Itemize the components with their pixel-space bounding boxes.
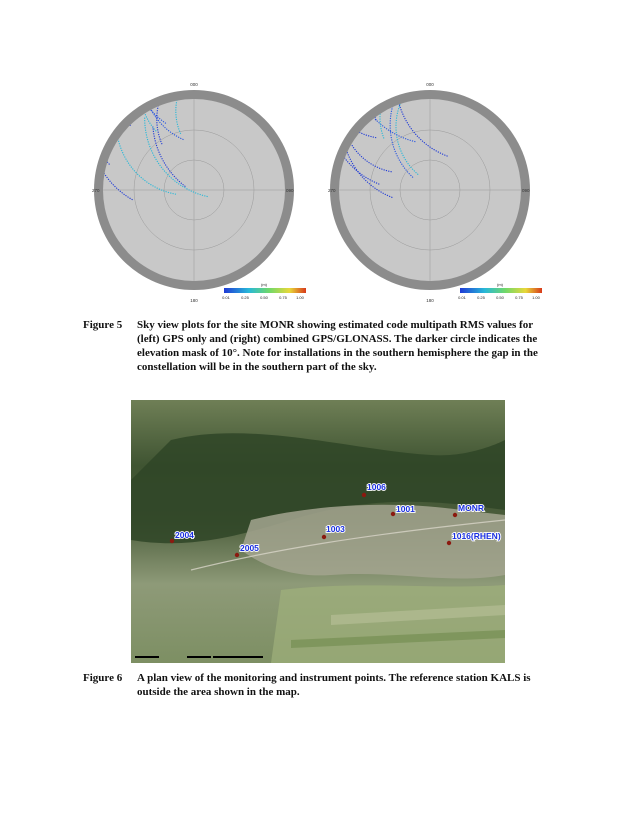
satellite-track: [96, 0, 148, 76]
point-label: MONR: [458, 503, 484, 513]
satellite-track: [349, 0, 436, 44]
satellite-track: [360, 24, 411, 100]
colorbar-gradient: [224, 288, 306, 293]
satellite-track: [134, 43, 215, 58]
sky-plot-gps-svg: [86, 78, 302, 304]
sky-plot-gps-glonass: [322, 78, 538, 304]
colorbar-title: (m): [261, 282, 267, 287]
colorbar-tick: 0.01: [458, 295, 466, 300]
aerial-map-svg: [131, 400, 505, 663]
figure-6-caption: [83, 671, 553, 703]
satellite-track: [127, 26, 193, 95]
south-tick: 180: [426, 298, 434, 303]
satellite-track: [403, 25, 488, 70]
east-tick: 090: [522, 188, 530, 193]
satellite-track: [126, 36, 205, 55]
satellite-track: [98, 30, 116, 112]
colorbar-tick: 0.25: [477, 295, 485, 300]
figure-5-label: Figure 5: [83, 319, 123, 331]
satellite-track: [408, 0, 450, 65]
scale-bar-segment: [135, 656, 159, 658]
satellite-track: [170, 0, 221, 22]
figure-5-text: Sky view plots for the site MONR showing estimated code multipath RMS values for (left) GPS only and (right) combined GPS/GLONASS. The darker circle indicates the elevation mask of 10°. Note for installations in the southern hemisphere the gap in the constellation will be in the southern part of the sky.: [137, 319, 538, 373]
south-tick: 180: [190, 298, 198, 303]
colorbar: [222, 282, 306, 300]
settlement-area: [241, 505, 505, 579]
colorbar: [458, 282, 542, 300]
satellite-track: [353, 12, 446, 30]
aerial-map: [131, 400, 505, 663]
sky-plot-gps: [86, 78, 302, 304]
colorbar-tick: 0.25: [241, 295, 249, 300]
figure-5-caption: [83, 318, 553, 378]
figure-6-label: Figure 6: [83, 672, 123, 684]
satellite-track: [325, 0, 349, 69]
satellite-track: [175, 27, 245, 51]
scale-bar-segment: [187, 656, 211, 658]
point-label: 1003: [326, 524, 345, 534]
point-label: 1016(RHEN): [452, 531, 501, 541]
satellite-track: [118, 60, 145, 103]
point-label: 2005: [240, 543, 259, 553]
north-tick: 000: [190, 82, 198, 87]
sky-plot-gps-glonass-svg: [322, 78, 538, 304]
satellite-track: [175, 36, 249, 55]
colorbar-tick: 0.75: [515, 295, 523, 300]
point-label: 1001: [396, 504, 415, 514]
colorbar-tick: 0.01: [222, 295, 230, 300]
west-tick: 270: [328, 188, 336, 193]
satellite-track: [113, 38, 159, 96]
satellite-track: [185, 35, 238, 67]
satellite-track: [81, 26, 118, 133]
satellite-track: [395, 0, 508, 12]
satellite-track: [402, 15, 490, 75]
figure-6-text: A plan view of the monitoring and instrument points. The reference station KALS is outside the area shown in the map.: [137, 672, 531, 698]
colorbar-tick: 0.50: [260, 295, 268, 300]
colorbar-tick: 0.75: [279, 295, 287, 300]
colorbar-title: (m): [497, 282, 503, 287]
satellite-track: [120, 34, 150, 96]
colorbar-tick: 1.00: [532, 295, 540, 300]
field-area: [271, 585, 505, 663]
satellite-track: [197, 0, 298, 78]
satellite-track: [352, 1, 412, 72]
east-tick: 090: [286, 188, 294, 193]
satellite-track: [339, 43, 370, 115]
colorbar-gradient: [460, 288, 542, 293]
scale-bar-segment: [213, 656, 263, 658]
colorbar-tick: 1.00: [296, 295, 304, 300]
satellite-track: [382, 0, 479, 27]
point-label: 1006: [367, 482, 386, 492]
north-tick: 000: [426, 82, 434, 87]
west-tick: 270: [92, 188, 100, 193]
satellite-track: [187, 11, 275, 56]
colorbar-tick: 0.50: [496, 295, 504, 300]
satellite-track: [389, 2, 461, 45]
point-label: 2004: [175, 530, 194, 540]
